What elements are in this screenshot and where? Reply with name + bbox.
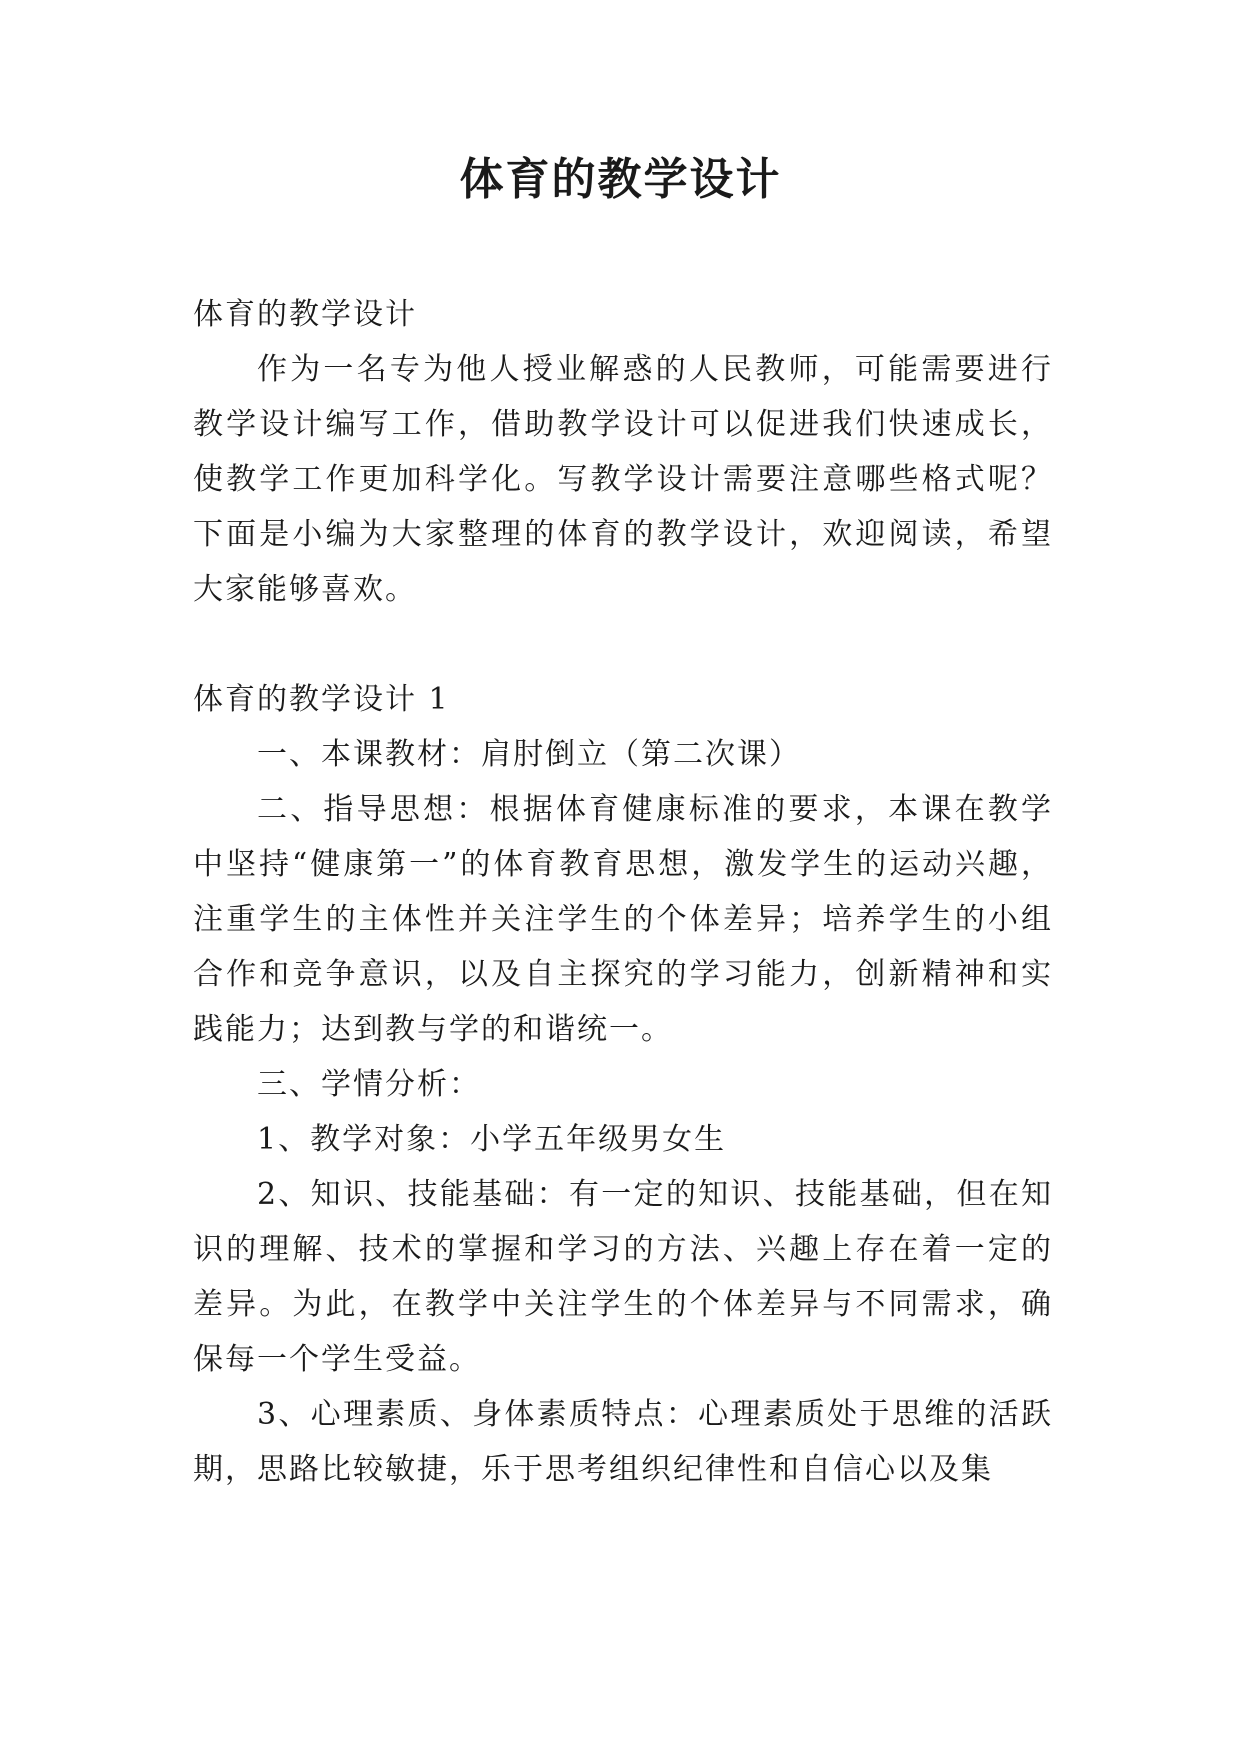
paragraph-teaching-target: 1、教学对象：小学五年级男女生 <box>257 1122 727 1157</box>
section-heading: 体育的教学设计 1 <box>193 682 450 717</box>
paragraph-knowledge-basis: 2、知识、技能基础：有一定的知识、技能基础，但在知识的理解、技术的掌握和学习的方法、兴趣上存在着一定的差异。为此，在教学中关注学生的个体差异与不同需求，确保每一个学生受益。 <box>193 1177 1053 1377</box>
paragraph-psychology: 3、心理素质、身体素质特点：心理素质处于思维的活跃期，思路比较敏捷，乐于思考组织纪律性和自信心以及集 <box>193 1397 1053 1487</box>
intro-paragraph: 作为一名专为他人授业解惑的人民教师，可能需要进行教学设计编写工作，借助教学设计可以促进我们快速成长，使教学工作更加科学化。写教学设计需要注意哪些格式呢？下面是小编为大家整理的体育的教学设计，欢迎阅读，希望大家能够喜欢。 <box>193 352 1053 607</box>
document-subtitle: 体育的教学设计 <box>193 297 417 332</box>
document-body <box>193 287 1053 1497</box>
paragraph-learner-analysis: 三、学情分析： <box>257 1067 481 1102</box>
document-title: 体育的教学设计 <box>459 154 782 205</box>
paragraph-guiding-idea: 二、指导思想：根据体育健康标准的要求，本课在教学中坚持“健康第一”的体育教育思想，激发学生的运动兴趣，注重学生的主体性并关注学生的个体差异；培养学生的小组合作和竞争意识，以及自主探究的学习能力，创新精神和实践能力；达到教与学的和谐统一。 <box>193 792 1053 1047</box>
paragraph-textbook: 一、本课教材：肩肘倒立（第二次课） <box>257 737 801 772</box>
paragraph-spacer <box>193 617 1053 672</box>
